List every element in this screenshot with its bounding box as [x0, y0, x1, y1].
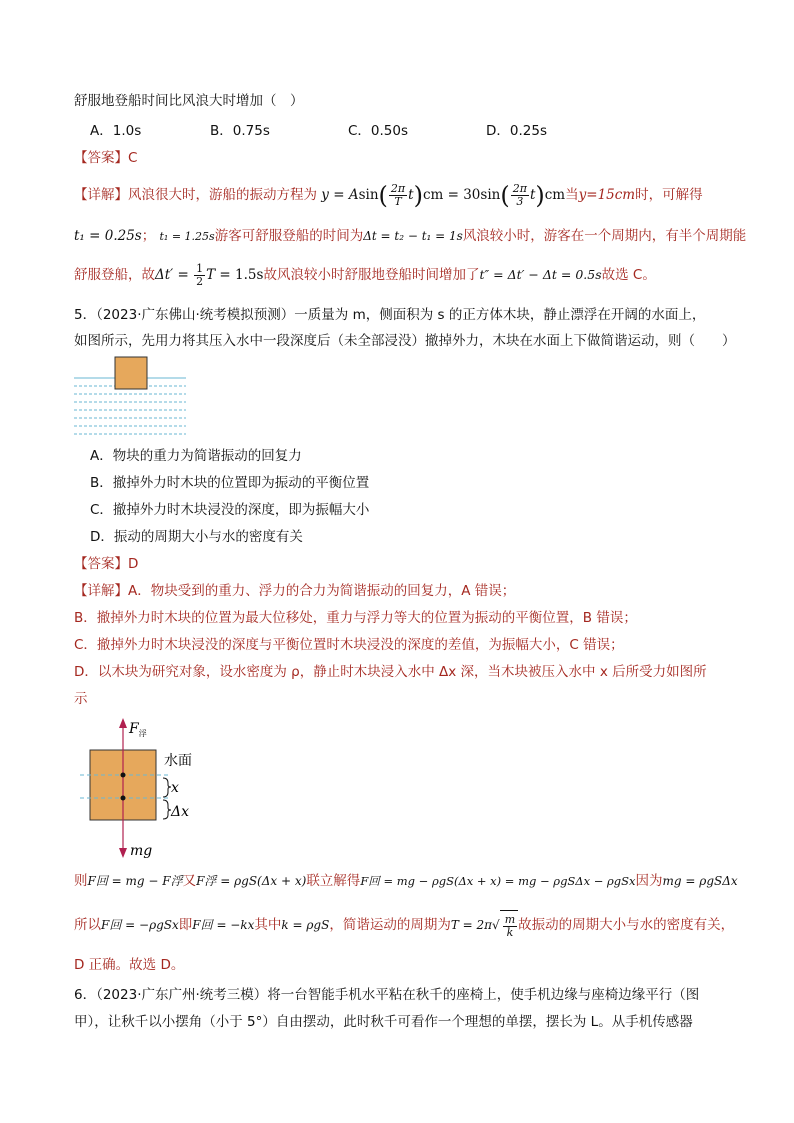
q4-detail-line-1: [74, 178, 703, 213]
detail-text: 其中: [254, 917, 282, 933]
detail-text: 当: [565, 187, 579, 203]
center-point: [121, 796, 126, 801]
detail-text: 风浪很大时，游船的振动方程为: [128, 187, 317, 203]
q4-detail-line-3: [74, 258, 656, 292]
detail-text: 故振动的周期大小与水的密度有关，: [518, 917, 735, 933]
q5-detail-a: [74, 581, 515, 601]
q5-option-b: B．撤掉外力时木块的位置即为振动的平衡位置: [90, 475, 370, 491]
q5-stem-line-1: 5．（2023·广东佛山·统考模拟预测）一质量为 m，侧面积为 s 的正方体木块，静止漂浮在开阔的水面上，: [74, 307, 706, 323]
detail-text: 故风浪较小时舒服地登船时间增加了: [263, 267, 480, 283]
buoyancy-label: $F_浮$: [129, 721, 147, 738]
q5-detail-c: C．撤掉外力时木块浸没的深度与平衡位置时木块浸没的深度的差值，为振幅大小，C 错误；: [74, 637, 624, 653]
center-point: [121, 773, 126, 778]
detail-text: 即: [178, 917, 193, 933]
detail-text: 所以: [74, 917, 101, 933]
period-equation: T = 2π√ $\frac{m}{k}$: [451, 918, 518, 932]
q4-option-d: D．0.25s: [486, 123, 547, 139]
detail-text: 风浪较小时，游客在一个周期内，有半个周期能: [462, 228, 747, 244]
gravity-label: mg: [130, 843, 153, 859]
q5-equation-line-1: [74, 871, 738, 891]
q5-detail-d-line-1: D．以木块为研究对象，设水密度为 ρ，静止时木块浸入水中 Δx 深，当木块被压入水中 x 后所受力如图所: [74, 664, 707, 680]
detail-text: 又: [182, 873, 197, 889]
q5-stem-line-2: 如图所示，先用力将其压入水中一段深度后（未全部浸没）撤掉外力，木块在水面上下做简谐运动，则（ ）: [74, 333, 736, 349]
detail-text: 故选 C。: [601, 267, 656, 283]
delta-t-expression: Δt = t₂ − t₁ = 1s: [363, 229, 463, 243]
q5-detail-b: B．撤掉外力时木块的位置为最大位移处，重力与浮力等大的位置为振动的平衡位置，B 错误；: [74, 610, 637, 626]
q5-option-a: A．物块的重力为简谐振动的回复力: [90, 448, 302, 464]
hooke-form: F回 = −kx: [192, 918, 255, 932]
detail-tag: 【详解】: [74, 187, 128, 203]
q4-answer-line: [74, 148, 137, 168]
q6-stem-line-1: 6．（2023·广东广州·统考三模）将一台智能手机水平粘在秋千的座椅上，使手机边缘与座椅边缘平行（图: [74, 987, 700, 1003]
x-label: x: [171, 780, 179, 796]
separator: ；: [141, 228, 156, 244]
k-definition: k = ρgS: [281, 918, 330, 932]
detail-text: 舒服登船，故: [74, 267, 155, 283]
answer-value: D: [128, 556, 139, 572]
q4-option-c: C．0.50s: [348, 123, 409, 139]
detail-text: 因为: [635, 873, 663, 889]
detail-text: 联立解得: [306, 873, 361, 889]
q6-stem-line-2: 甲），让秋千以小摆角（小于 5°）自由摆动，此时秋千可看作一个理想的单摆，摆长为 L。从手机传感器: [74, 1014, 693, 1030]
answer-value: C: [128, 150, 138, 166]
buoyancy-arrow-icon: [119, 718, 127, 728]
t-double-prime-expression: t″ = Δt′ − Δt = 0.5s: [479, 267, 602, 282]
q4-stem-tail: 舒服地登船时间比风浪大时增加（ ）: [74, 93, 304, 109]
equilibrium-equation: mg = ρgSΔx: [662, 874, 738, 888]
combined-equation: F回 = mg − ρgS(Δx + x) = mg − ρgSΔx − ρgSx: [360, 874, 636, 888]
q5-detail-d-line-2: 示: [74, 691, 88, 707]
vibration-equation: y = Asin( $\frac{2\pi}{T}$ t)cm = 30sin( $\frac{2\pi}{3}$ t)cm: [321, 181, 566, 210]
x-brace: [163, 778, 171, 797]
q5-figure-floating-block: [72, 356, 192, 440]
buoyancy-equation: F浮 = ρgS(Δx + x): [196, 874, 307, 888]
q5-option-d: D．振动的周期大小与水的密度有关: [90, 529, 303, 545]
q5-equation-line-2: [74, 910, 734, 941]
q5-force-diagram: [80, 712, 220, 862]
answer-tag: 【答案】: [74, 556, 128, 572]
q5-answer-line: [74, 554, 138, 574]
delta-x-label: Δx: [171, 804, 190, 820]
delta-x-brace: [163, 800, 171, 819]
q4-option-b: B．0.75s: [210, 123, 270, 139]
detail-tag: 【详解】: [74, 583, 128, 599]
detail-text: 则: [74, 873, 88, 889]
t1-value: t₁ = 0.25s: [74, 228, 142, 244]
detail-text: 游客可舒服登船的时间为: [214, 228, 364, 244]
detail-text: 时，可解得: [635, 187, 703, 203]
t2-value: t₁ = 1.25s: [159, 230, 215, 243]
water-surface-label: 水面: [164, 753, 192, 769]
detail-text: A．物块受到的重力、浮力的合力为简谐振动的回复力，A 错误；: [128, 583, 516, 599]
condition-expression: y=15cm: [578, 187, 636, 203]
restoring-force-result: F回 = −ρgSx: [101, 918, 179, 932]
detail-text: ，简谐运动的周期为: [329, 917, 451, 933]
q5-conclusion: D 正确。故选 D。: [74, 957, 185, 973]
q4-detail-line-2: [74, 226, 746, 247]
answer-tag: 【答案】: [74, 150, 128, 166]
q5-option-c: C．撤掉外力时木块浸没的深度，即为振幅大小: [90, 502, 370, 518]
restoring-force-equation: F回 = mg − F浮: [87, 874, 183, 888]
gravity-arrow-icon: [119, 848, 127, 858]
delta-t-prime-expression: Δt′ = $\frac{1}{2}$ T = 1.5s: [155, 262, 264, 288]
q4-option-a: A．1.0s: [90, 123, 142, 139]
wooden-block: [115, 357, 147, 389]
